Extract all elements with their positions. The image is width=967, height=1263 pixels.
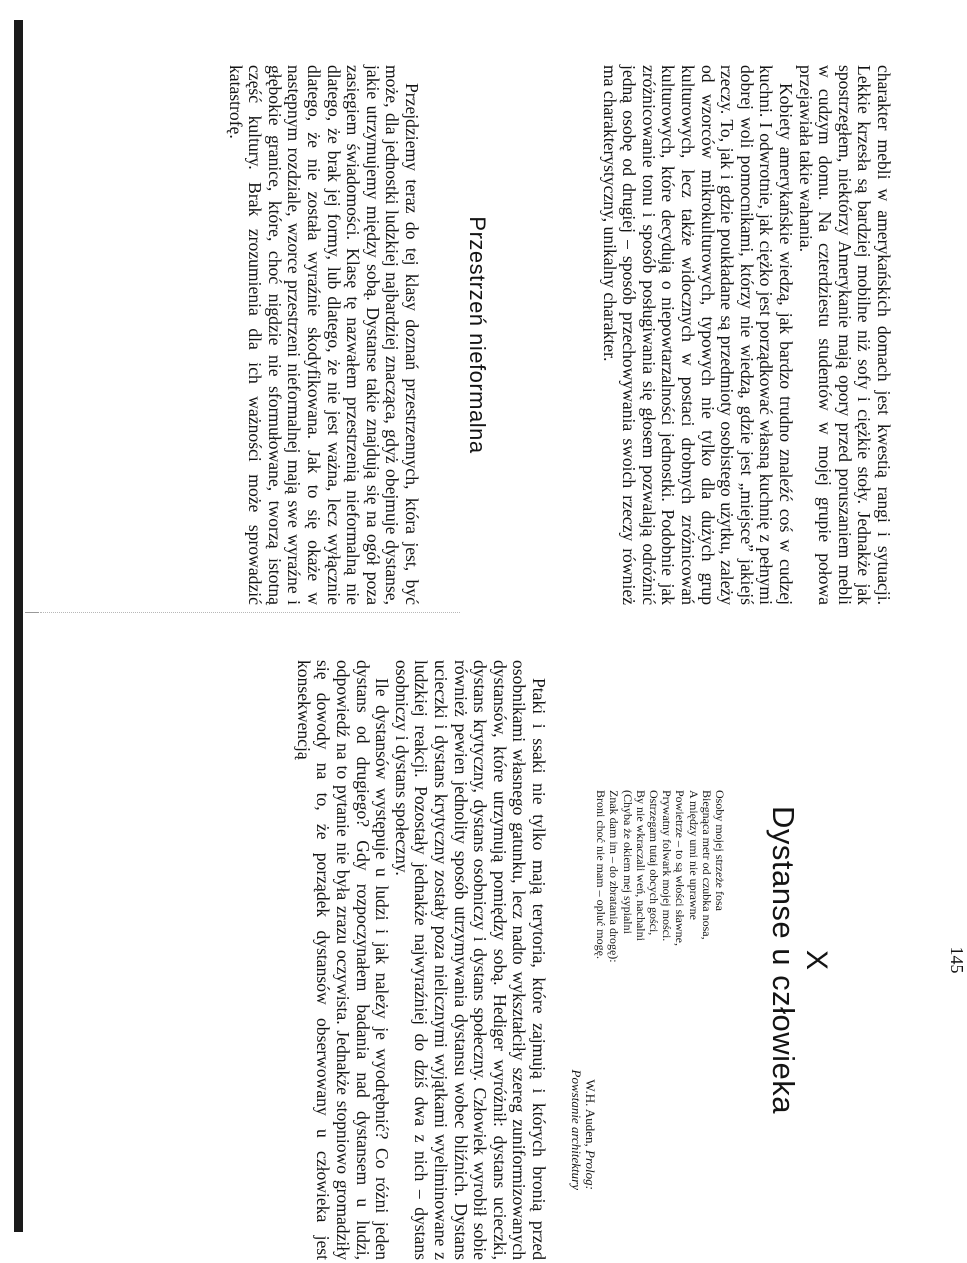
epigraph-line: A między umi nie uprawne [686, 790, 701, 920]
chapter-title: Dystanse u człowieka [766, 805, 801, 1115]
paragraph: charakter mebli w amerykańskich domach jest kwestią rangi i sytuacji. Lekkie krzesła są bardziej mobilne niż sofy i ciężkie stoły. Jednakże jak spostrzegłem, niektórzy Amerykanie mają opory przed poruszaniem mebli w cudzym domu. Na czterdziestu studentów w mojej grupie połowa przejawiała takie wahania. [795, 65, 894, 605]
paragraph: Przejdziemy teraz do tej klasy doznań przestrzennych, która jest, być może, dla jednostki ludzkiej najbardziej znacząca, gdyż obejmuje dystanse, jakie utrzymujemy między sobą. Dystanse takie znajdują się na ogół poza zasięgiem świadomości. Klasę tę nazwałem przestrzenią nieformalną nie dlatego, że brak jej formy, lub dlatego, że nie jest ważna, lecz wyłącznie dlatego, że nie została wyraźnie skodyfikowana. Jak to się okaże w następnym rozdziale, wzorce przestrzeni nieformalnej mają swe wyraźne i głębokie granice, które, choć nigdzie nie sformułowane, tworzą istotną część kultury. Brak zrozumienia dla ich ważności może sprowadzić katastrofę. [225, 65, 422, 605]
upper-page [168, 65, 893, 605]
epigraph-line: Broni choć nie mam – opluć mogę. [594, 790, 609, 959]
chapter-number: X [800, 949, 833, 970]
epigraph-line: Biegnąca metr od czubka nosa, [699, 790, 714, 940]
epigraph-line: By nie wkraczali weń, nachalni [633, 790, 648, 941]
scan-edge-mark [25, 612, 39, 613]
page-number: 145 [947, 946, 967, 974]
epigraph-author: W.H. Auden, [583, 1079, 598, 1147]
book-spine-shadow [14, 20, 23, 1232]
lower-page [93, 660, 967, 1260]
section-heading: Przestrzeń nieformalna [465, 216, 490, 454]
epigraph [594, 790, 726, 1030]
epigraph-attribution [569, 960, 597, 1190]
epigraph-work: Prolog: [583, 1150, 598, 1190]
paragraph: Ile dystansów występuje u ludzi i jak należy je wyodrębnić? Co różni jeden dystans od drugiego? Gdy rozpoczynałem badania nad dystansem u ludzi, odpowiedź na to pytanie nie była zrazu oczywista. Jednakże stopniowo gromadziły się dowody na to, że porządek dystansów obserwowany u człowieka jest konsekwencją [293, 660, 393, 1260]
epigraph-work-subtitle: Powstanie architektury [569, 1069, 584, 1190]
epigraph-line: Prywatny folwark mojej mości. [660, 790, 675, 942]
section-text [225, 65, 421, 605]
lower-page-text [293, 660, 548, 1260]
section-heading-wrap [464, 65, 490, 605]
upper-page-text [599, 65, 893, 605]
epigraph-line: Osoby mojej strzeże fosa [713, 790, 727, 911]
paragraph: Kobiety amerykańskie wiedzą, jak bardzo trudno znaleźć coś w cudzej kuchni. I odwrotnie, jak ciężko jest porządkować własną kuchnię z pełnymi dobrej woli pomocnikami, którzy nie wiedzą, gdzie jest „miejsce” jakiejś rzeczy. To, jak i gdzie poukładane są przedmioty osobistego użytku, zależy od wzorców mikrokulturowych, typowych nie tylko dla dużych grup kulturowych, lecz także widocznych w postaci drobnych zróżnicowań kulturowych, które decydują o niepowtarzalności jednostki. Podobnie jak zróżnicowanie tonu i sposób posługiwania się głosem pozwalają odróżnić jedną osobę od drugiej – sposób przechowywania swoich rzeczy również ma charakterystyczny, unikalny charakter. [599, 65, 797, 605]
epigraph-line: (Chyba że okiem mej sypialni [620, 790, 635, 934]
epigraph-line: Znak dam im – do zbratania drogę): [607, 790, 622, 963]
paragraph: Ptaki i ssaki nie tylko mają terytoria, które zajmują i których bronią przed osobnikami własnego gatunku, lecz nadto wykształciły szereg zuniformizowanych dystansów, które utrzymują pomiędzy sobą. Hediger wyróżnił: dystans ucieczki, dystans krytyczny, dystans osobniczy i dystans społeczny. Człowiek wyrobił sobie również pewien jednolity sposób utrzymywania dystansu wobec bliźnich. Dystans ucieczki i dystans krytyczny zostały poza nielicznymi wyjątkami wyeliminowane z ludzkiej reakcji. Pozostały jednakże najwyraźniej do dziś dwa z nich – dystans osobniczy i dystans społeczny. [391, 660, 549, 1260]
epigraph-line: Powietrze – to są włości sławne, [673, 790, 688, 946]
page-gutter [40, 612, 460, 613]
epigraph-line: Ostrzegam tutaj obcych gości, [646, 790, 661, 936]
